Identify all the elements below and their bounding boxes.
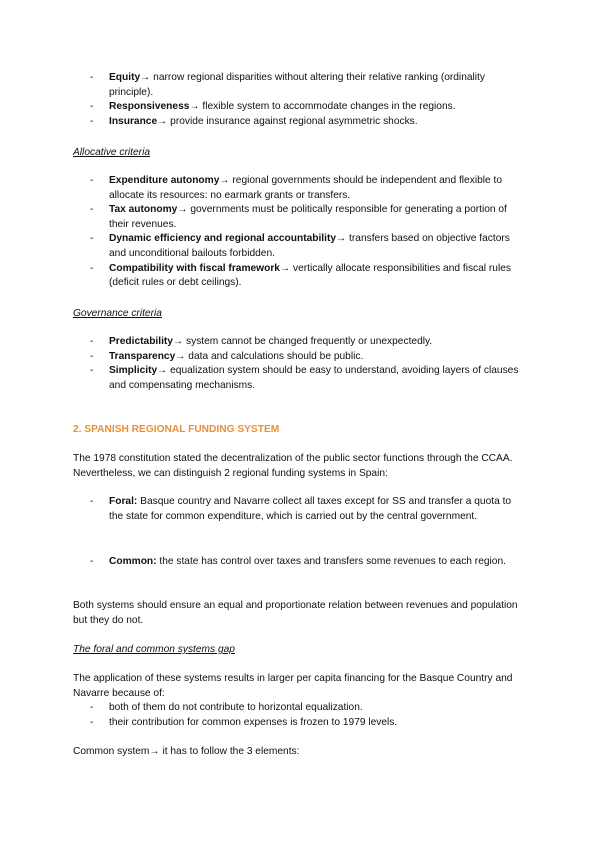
item-term: Foral: — [109, 496, 138, 507]
bullet-dash: - — [90, 365, 94, 377]
item-term: Transparency — [109, 350, 176, 362]
item-term: Dynamic efficiency and regional accountability — [109, 233, 337, 245]
systems-paragraph: Both systems should ensure an equal and proportionate relation between revenues and population but they do not. — [73, 600, 518, 626]
bullet-dash: - — [90, 496, 94, 507]
item-text: → transfers based on objective factors and unconditional bailouts forbidden. — [109, 233, 510, 259]
list-item — [73, 100, 528, 115]
list-item — [73, 716, 528, 731]
item-text: both of them do not contribute to horizontal equalization. — [109, 702, 363, 713]
list-item — [73, 262, 528, 291]
item-term: Equity — [109, 72, 141, 83]
bullet-dash: - — [90, 115, 94, 127]
item-text: their contribution for common expenses is frozen to 1979 levels. — [109, 716, 398, 728]
section-heading: 2. SPANISH REGIONAL FUNDING SYSTEM — [73, 424, 280, 435]
final-line: Common system→ it has to follow the 3 elements: — [73, 746, 300, 757]
list-item — [73, 350, 528, 365]
allocative-criteria-title: Allocative criteria — [73, 147, 150, 158]
list-item — [73, 203, 528, 232]
item-term: Tax autonomy — [109, 204, 178, 216]
governance-criteria-title: Governance criteria — [73, 308, 162, 319]
item-term: Compatibility with fiscal framework — [109, 262, 280, 274]
gap-paragraph: The application of these systems results in larger per capita financing for the Basque Country and Navarre because of: — [73, 673, 513, 699]
item-text: → equalization system should be easy to understand, avoiding layers of clauses and compensating mechanisms. — [109, 365, 519, 391]
item-term: Insurance — [109, 115, 158, 127]
bullet-dash: - — [90, 702, 94, 713]
bullet-dash: - — [90, 556, 94, 567]
item-text: → system cannot be changed frequently or unexpectedly. — [172, 336, 433, 347]
item-text: → flexible system to accommodate changes in the regions. — [189, 101, 456, 113]
item-text: → regional governments should be independent and flexible to allocate its resources: no earmark grants or transfers. — [109, 175, 503, 201]
gap-subtitle: The foral and common systems gap — [73, 644, 235, 655]
list-item — [73, 232, 528, 261]
item-term: Common: — [109, 556, 157, 567]
list-item — [73, 115, 528, 130]
item-text: Basque country and Navarre collect all taxes except for SS and transfer a quota to the state for common expenditure, which is carried out by the central government. — [109, 496, 512, 522]
item-text: the state has control over taxes and transfers some revenues to each region. — [156, 556, 506, 567]
list-item — [73, 335, 528, 350]
intro-paragraph: The 1978 constitution stated the decentralization of the public sector functions through the CCAA. Nevertheless, we can distinguish 2 regional funding systems in Spain: — [73, 453, 513, 479]
bullet-dash: - — [90, 101, 94, 113]
list-item — [73, 555, 528, 570]
item-text: → data and calculations should be public. — [175, 350, 364, 362]
item-term: Expenditure autonomy — [109, 175, 220, 186]
bullet-dash: - — [90, 716, 94, 728]
list-item — [73, 364, 528, 393]
bullet-dash: - — [90, 175, 94, 186]
item-text: → vertically allocate responsibilities and fiscal rules (deficit rules or debt ceilings). — [109, 262, 511, 289]
bullet-dash: - — [90, 204, 94, 216]
list-item — [73, 495, 528, 524]
bullet-dash: - — [90, 336, 94, 347]
list-item — [73, 174, 528, 203]
item-term: Responsiveness — [109, 101, 190, 113]
item-text: → provide insurance against regional asymmetric shocks. — [157, 115, 418, 127]
bullet-dash: - — [90, 72, 94, 83]
item-text: → governments must be politically responsible for generating a portion of their revenues. — [109, 204, 507, 230]
bullet-dash: - — [90, 350, 94, 362]
list-item — [73, 701, 528, 716]
list-item — [73, 71, 528, 100]
item-term: Predictability — [109, 336, 173, 347]
bullet-dash: - — [90, 262, 94, 274]
item-text: → narrow regional disparities without altering their relative ranking (ordinality principle). — [109, 72, 485, 98]
bullet-dash: - — [90, 233, 94, 245]
item-term: Simplicity — [109, 365, 158, 377]
